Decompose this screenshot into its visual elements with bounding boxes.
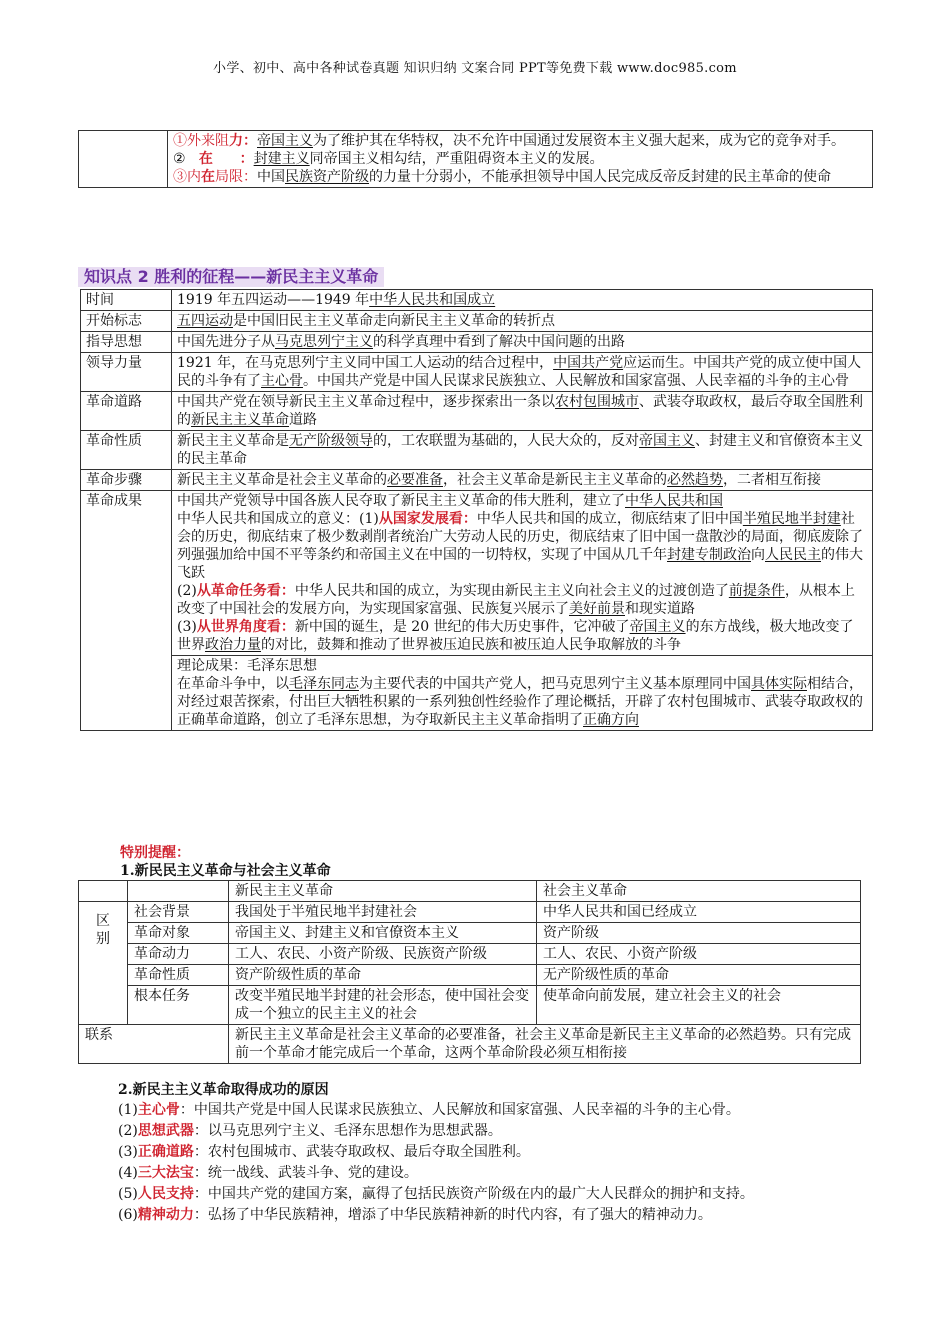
obstacle-internal: ③内在局限：中国民族资产阶级的力量十分弱小，不能承担领导中国人民完成反帝反封建的民主革命的使命 — [173, 169, 831, 185]
row-key: 根本任务 — [128, 986, 229, 1025]
table-row — [81, 353, 873, 392]
column-header: 新民主主义革命 — [229, 881, 537, 902]
obstacle-external: ①外来阻力：帝国主义为了维护其在华特权，决不允许中国通过发展资本主义强大起来，成为它的竞争对手。 — [173, 133, 845, 149]
compare-table — [78, 880, 861, 1064]
table-row — [79, 986, 861, 1025]
list-item: (6)精神动力：弘扬了中华民族精神，增添了中华民族精神新的时代内容，有了强大的精神动力。 — [118, 1207, 712, 1223]
table-row — [79, 902, 861, 923]
table-row — [79, 965, 861, 986]
result-significance: 中国共产党领导中国各族人民夺取了新民主主义革命的伟大胜利，建立了中华人民共和国 中华人民共和国成立的意义：(1)从国家发展看：中华人民共和国的成立，彻底结束了旧中国半殖民地半封建社会的历史，彻底结束了极少数剥削者统治广大劳动人民的历史，彻底结束了旧中国一盘散沙的局面，彻底废除了列强强加给中国不平等条约和帝国主义在中国的一切特权，实现了中国从几千年封建专制政治向人民民主的伟大飞跃 (2)从革命任务看：中华人民共和国的成立，为实现由新民主主义向社会主义的过渡创造了前提条件，从根本上改变了中国社会的发展方向，为实现国家富强、民族复兴展示了美好前景和现实道路 (3)从世界角度看：新中国的诞生，是 20 世纪的伟大历史事件，它冲破了帝国主义的东方战线，极大地改变了世界政治力量的对比，鼓舞和推动了世界被压迫民族和被压迫人民争取解放的斗争 — [172, 491, 873, 656]
row-key: 革命对象 — [128, 923, 229, 944]
tips-subtitle: 1.新民民主义革命与社会主义革命 — [120, 863, 331, 879]
row-key: 开始标志 — [81, 311, 172, 332]
row-value: 中国先进分子从马克思列宁主义的科学真理中看到了解决中国问题的出路 — [172, 332, 873, 353]
row-key: 革命成果 — [81, 491, 172, 731]
page-header: 小学、初中、高中各种试卷真题 知识归纳 文案合同 PPT等免费下载 www.doc985.com — [213, 61, 737, 76]
obstacles-table — [78, 130, 873, 188]
empty-cell — [128, 881, 229, 902]
row-value: 工人、农民、小资产阶级、民族资产阶级 — [229, 944, 537, 965]
table-row — [79, 923, 861, 944]
list-item: (4)三大法宝：统一战线、武装斗争、党的建设。 — [118, 1165, 418, 1181]
row-key: 领导力量 — [81, 353, 172, 392]
row-key: 革命道路 — [81, 392, 172, 431]
row-value: 资产阶级性质的革命 — [229, 965, 537, 986]
row-key: 社会背景 — [128, 902, 229, 923]
table-row — [79, 1025, 861, 1064]
table-row — [81, 470, 873, 491]
table-row — [81, 431, 873, 470]
row-value: 中华人民共和国已经成立 — [537, 902, 861, 923]
row-value: 无产阶级性质的革命 — [537, 965, 861, 986]
list-item: (3)正确道路：农村包围城市、武装夺取政权、最后夺取全国胜利。 — [118, 1144, 530, 1160]
section-title: 知识点 2 胜利的征程——新民主主义革命 — [78, 267, 384, 287]
list-item: (2)思想武器：以马克思列宁主义、毛泽东思想作为思想武器。 — [118, 1123, 502, 1139]
row-key: 革命动力 — [128, 944, 229, 965]
row-value: 1919 年五四运动——1949 年中华人民共和国成立 — [172, 290, 873, 311]
table-row — [81, 311, 873, 332]
row-value: 新民主主义革命是社会主义革命的必要准备，社会主义革命是新民主主义革命的必然趋势。只有完成前一个革命才能完成后一个革命，这两个革命阶段必须互相衔接 — [229, 1025, 861, 1064]
table-row — [81, 290, 873, 311]
empty-cell — [79, 131, 168, 188]
table-row — [81, 332, 873, 353]
row-value: 中国共产党在领导新民主主义革命过程中，逐步探索出一条以农村包围城市、武装夺取政权，最后夺取全国胜利的新民主主义革命道路 — [172, 392, 873, 431]
row-value: 新民主主义革命是社会主义革命的必要准备，社会主义革命是新民主主义革命的必然趋势，二者相互衔接 — [172, 470, 873, 491]
row-value: 五四运动是中国旧民主主义革命走向新民主主义革命的转折点 — [172, 311, 873, 332]
empty-cell — [79, 881, 128, 902]
row-key: 革命步骤 — [81, 470, 172, 491]
row-key: 联系 — [79, 1025, 229, 1064]
table-row — [79, 944, 861, 965]
table-row — [81, 491, 873, 656]
list-item: (1)主心骨：中国共产党是中国人民谋求民族独立、人民解放和国家富强、人民幸福的斗争的主心骨。 — [118, 1102, 740, 1118]
row-value: 资产阶级 — [537, 923, 861, 944]
row-value: 使革命向前发展，建立社会主义的社会 — [537, 986, 861, 1025]
obstacles-cell — [168, 131, 873, 188]
column-header: 社会主义革命 — [537, 881, 861, 902]
table-row — [81, 392, 873, 431]
table-row — [81, 656, 873, 731]
revolution-table — [80, 289, 873, 731]
list-item: (5)人民支持：中国共产党的建国方案，赢得了包括民族资产阶级在内的最广大人民群众的拥护和支持。 — [118, 1186, 754, 1202]
diff-label: 区 别 — [79, 902, 128, 1025]
obstacle-feudal: ② 在 ：封建主义同帝国主义相勾结，严重阻碍资本主义的发展。 — [173, 151, 604, 167]
row-value: 我国处于半殖民地半封建社会 — [229, 902, 537, 923]
row-key: 指导思想 — [81, 332, 172, 353]
row-value: 1921 年，在马克思列宁主义同中国工人运动的结合过程中，中国共产党应运而生。中国共产党的成立使中国人民的斗争有了主心骨。中国共产党是中国人民谋求民族独立、人民解放和国家富强、人民幸福的斗争的主心骨 — [172, 353, 873, 392]
table-row — [79, 881, 861, 902]
row-key: 时间 — [81, 290, 172, 311]
row-value: 新民主主义革命是无产阶级领导的，工农联盟为基础的，人民大众的，反对帝国主义、封建主义和官僚资本主义的民主革命 — [172, 431, 873, 470]
row-value: 工人、农民、小资产阶级 — [537, 944, 861, 965]
reasons-title: 2.新民主主义革命取得成功的原因 — [118, 1082, 329, 1098]
row-value: 改变半殖民地半封建的社会形态，使中国社会变成一个独立的民主主义的社会 — [229, 986, 537, 1025]
row-key: 革命性质 — [128, 965, 229, 986]
tips-title: 特别提醒： — [120, 845, 190, 861]
result-theory: 理论成果：毛泽东思想 在革命斗争中，以毛泽东同志为主要代表的中国共产党人，把马克思列宁主义基本原理同中国具体实际相结合，对经过艰苦探索，付出巨大牺牲积累的一系列独创性经验作了理论概括，开辟了农村包围城市、武装夺取政权的正确革命道路，创立了毛泽东思想，为夺取新民主主义革命指明了正确方向 — [172, 656, 873, 731]
row-value: 帝国主义、封建主义和官僚资本主义 — [229, 923, 537, 944]
row-key: 革命性质 — [81, 431, 172, 470]
